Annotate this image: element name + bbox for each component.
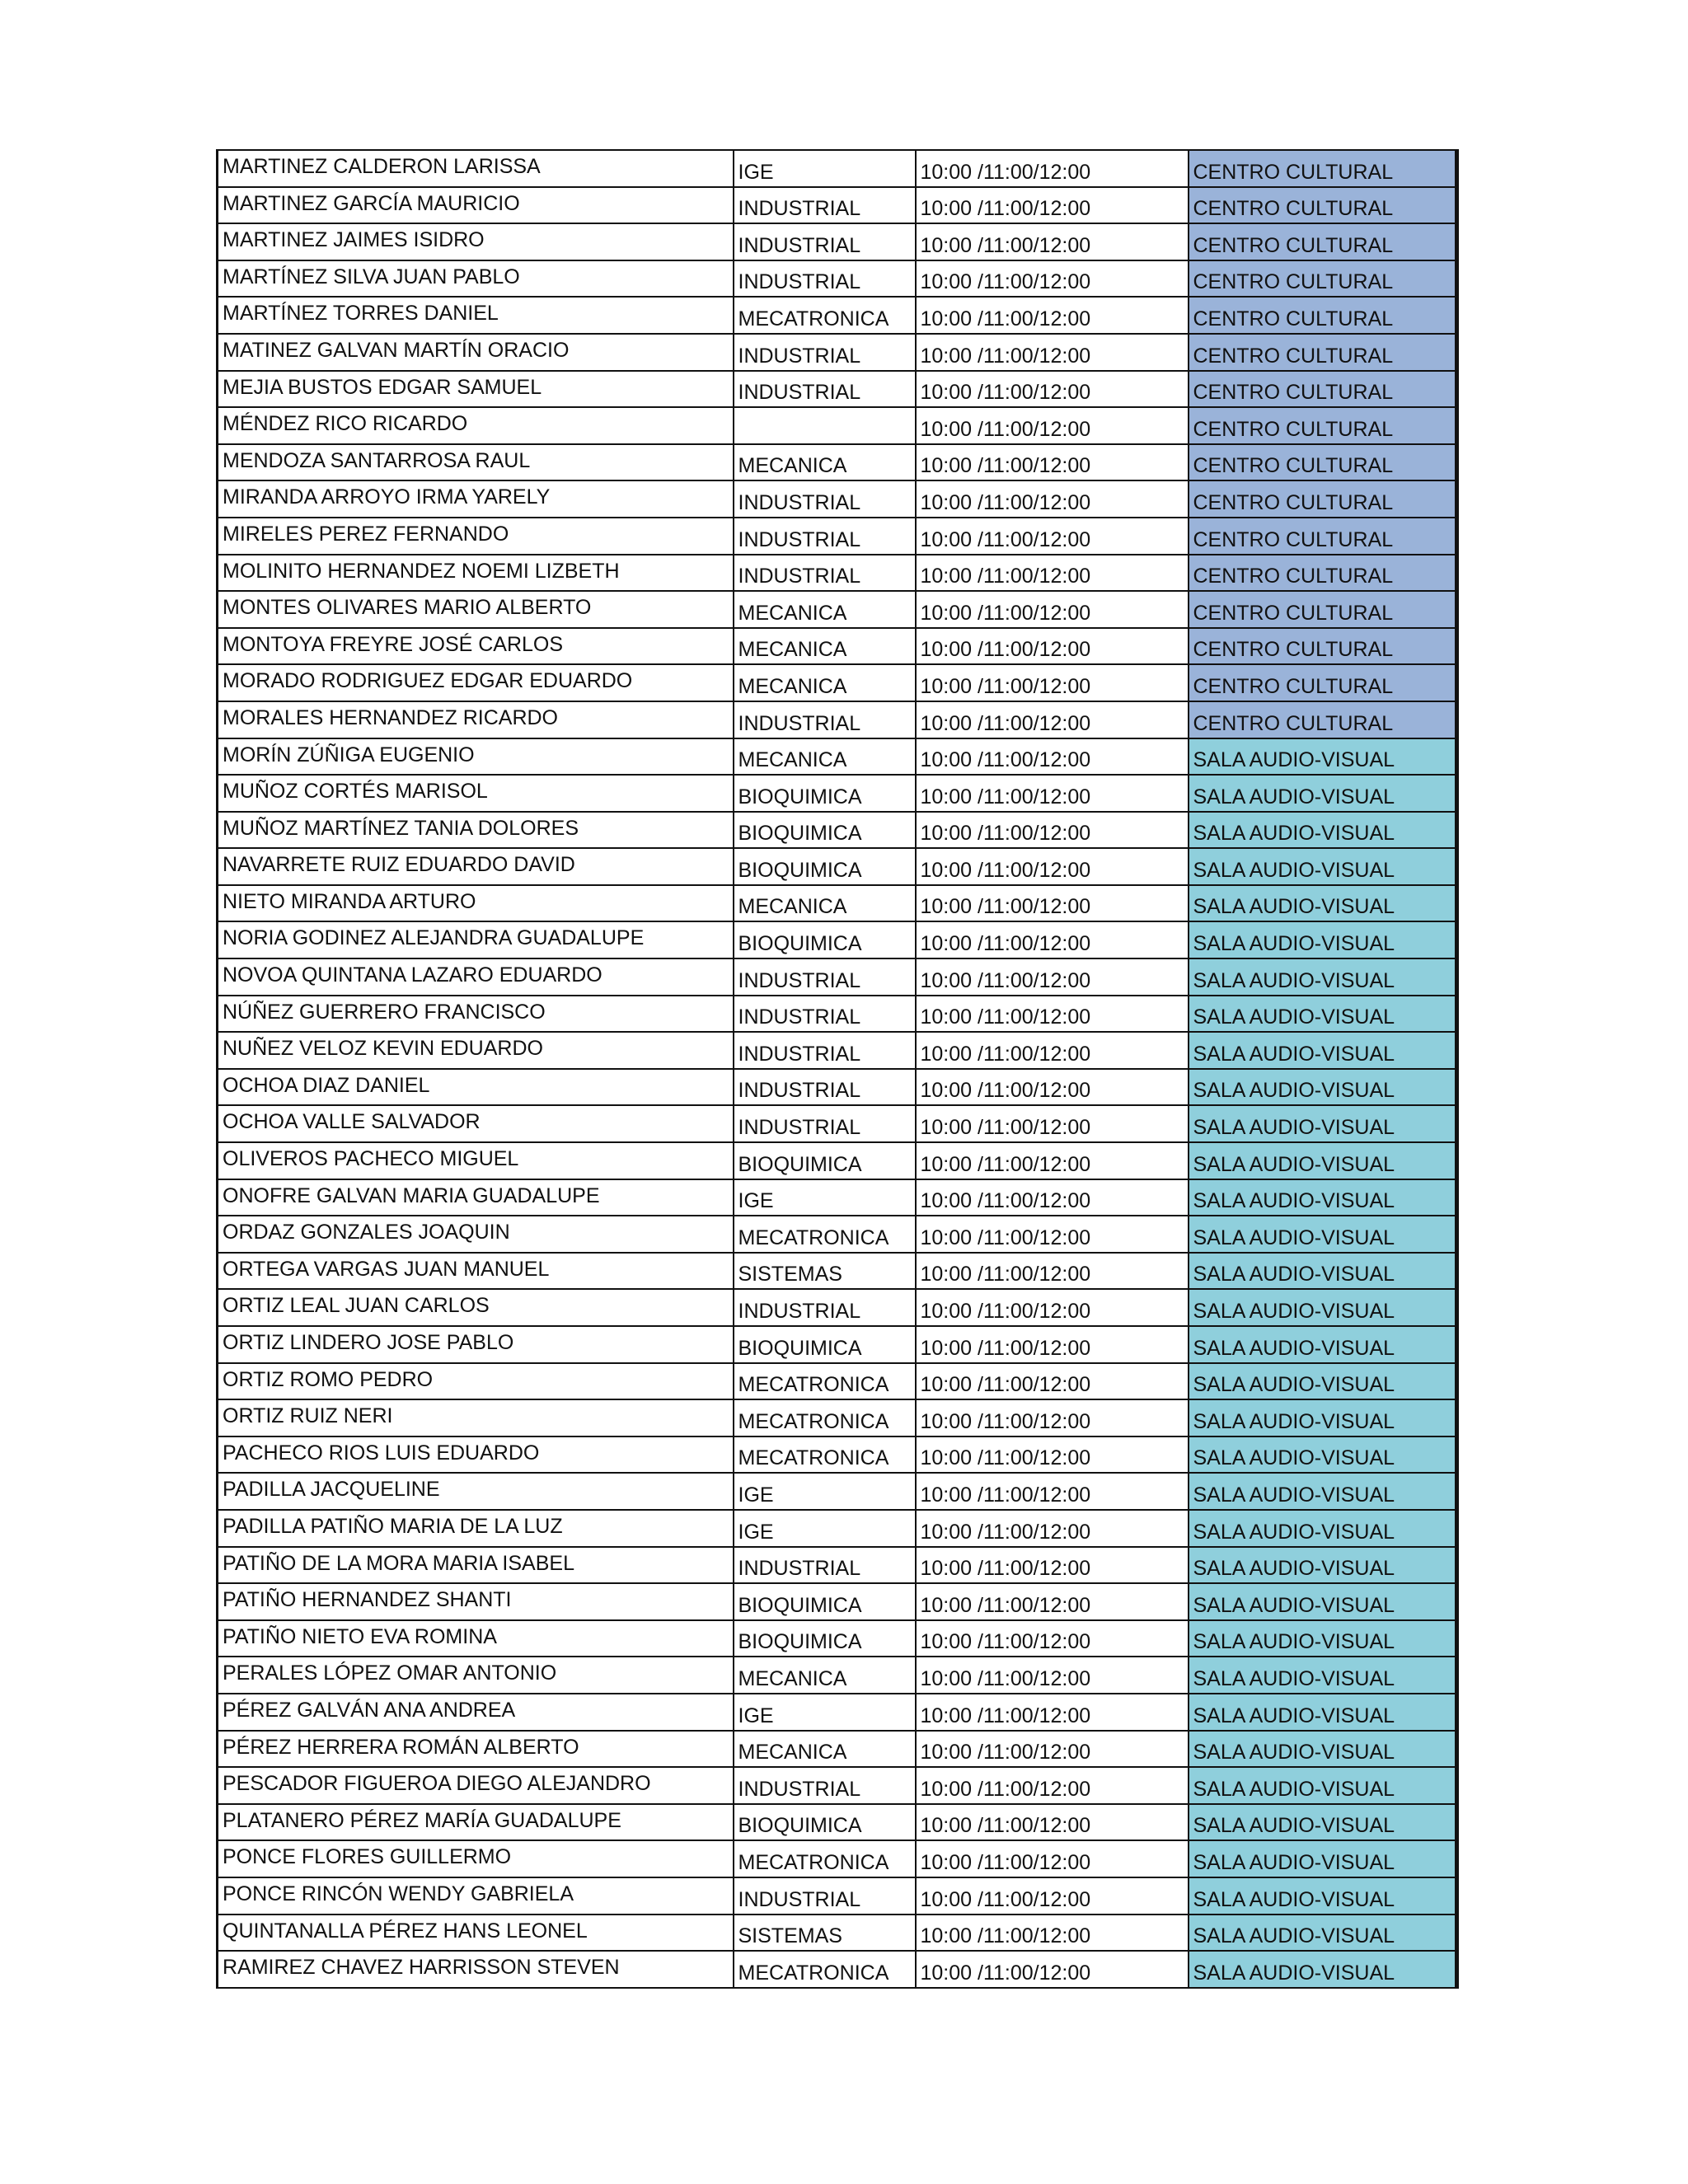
table-row — [218, 1915, 1457, 1952]
table-row — [218, 738, 1457, 776]
student-name-cell: OCHOA VALLE SALVADOR — [218, 1105, 734, 1142]
time-cell: 10:00 /11:00/12:00 — [916, 1142, 1189, 1179]
time-cell: 10:00 /11:00/12:00 — [916, 921, 1189, 958]
time-cell: 10:00 /11:00/12:00 — [916, 1510, 1189, 1547]
student-name-cell: MEJIA BUSTOS EDGAR SAMUEL — [218, 371, 734, 408]
student-name-cell: QUINTANALLA PÉREZ HANS LEONEL — [218, 1915, 734, 1952]
career-cell: MECANICA — [734, 1657, 916, 1694]
time-cell: 10:00 /11:00/12:00 — [916, 1253, 1189, 1290]
career-cell: MECATRONICA — [734, 1951, 916, 1988]
time-cell: 10:00 /11:00/12:00 — [916, 1179, 1189, 1216]
table-row — [218, 1399, 1457, 1436]
table-row — [218, 1179, 1457, 1216]
venue-cell: CENTRO CULTURAL — [1189, 591, 1457, 628]
career-cell: INDUSTRIAL — [734, 1289, 916, 1326]
time-cell: 10:00 /11:00/12:00 — [916, 518, 1189, 555]
table-row — [218, 1694, 1457, 1731]
venue-cell: SALA AUDIO-VISUAL — [1189, 848, 1457, 885]
student-name-cell: PATIÑO NIETO EVA ROMINA — [218, 1620, 734, 1657]
table-row — [218, 334, 1457, 371]
table-row — [218, 775, 1457, 812]
career-cell: INDUSTRIAL — [734, 260, 916, 298]
venue-cell: SALA AUDIO-VISUAL — [1189, 1142, 1457, 1179]
table-row — [218, 885, 1457, 922]
career-cell: BIOQUIMICA — [734, 1804, 916, 1841]
student-name-cell: PLATANERO PÉREZ MARÍA GUADALUPE — [218, 1804, 734, 1841]
table-row — [218, 1105, 1457, 1142]
student-name-cell: MORADO RODRIGUEZ EDGAR EDUARDO — [218, 664, 734, 701]
time-cell: 10:00 /11:00/12:00 — [916, 1840, 1189, 1877]
career-cell: INDUSTRIAL — [734, 518, 916, 555]
time-cell: 10:00 /11:00/12:00 — [916, 260, 1189, 298]
venue-cell: CENTRO CULTURAL — [1189, 297, 1457, 334]
student-name-cell: PATIÑO HERNANDEZ SHANTI — [218, 1583, 734, 1620]
venue-cell: CENTRO CULTURAL — [1189, 407, 1457, 444]
career-cell: IGE — [734, 1510, 916, 1547]
time-cell: 10:00 /11:00/12:00 — [916, 738, 1189, 776]
career-cell: IGE — [734, 1473, 916, 1510]
student-name-cell: OLIVEROS PACHECO MIGUEL — [218, 1142, 734, 1179]
venue-cell: CENTRO CULTURAL — [1189, 701, 1457, 738]
venue-cell: SALA AUDIO-VISUAL — [1189, 1694, 1457, 1731]
venue-cell: SALA AUDIO-VISUAL — [1189, 996, 1457, 1033]
venue-cell: CENTRO CULTURAL — [1189, 518, 1457, 555]
time-cell: 10:00 /11:00/12:00 — [916, 848, 1189, 885]
career-cell: BIOQUIMICA — [734, 775, 916, 812]
time-cell: 10:00 /11:00/12:00 — [916, 812, 1189, 849]
schedule-table — [216, 149, 1459, 1989]
career-cell: MECANICA — [734, 664, 916, 701]
time-cell: 10:00 /11:00/12:00 — [916, 371, 1189, 408]
table-row — [218, 1767, 1457, 1804]
time-cell: 10:00 /11:00/12:00 — [916, 1105, 1189, 1142]
student-name-cell: MATINEZ GALVAN MARTÍN ORACIO — [218, 334, 734, 371]
time-cell: 10:00 /11:00/12:00 — [916, 407, 1189, 444]
time-cell: 10:00 /11:00/12:00 — [916, 1951, 1189, 1988]
venue-cell: SALA AUDIO-VISUAL — [1189, 885, 1457, 922]
student-name-cell: MONTES OLIVARES MARIO ALBERTO — [218, 591, 734, 628]
table-row — [218, 297, 1457, 334]
student-name-cell: NAVARRETE RUIZ EDUARDO DAVID — [218, 848, 734, 885]
career-cell: BIOQUIMICA — [734, 1620, 916, 1657]
table-row — [218, 555, 1457, 592]
venue-cell: SALA AUDIO-VISUAL — [1189, 812, 1457, 849]
time-cell: 10:00 /11:00/12:00 — [916, 1326, 1189, 1363]
table-row — [218, 1657, 1457, 1694]
table-row — [218, 1731, 1457, 1768]
career-cell: IGE — [734, 1179, 916, 1216]
career-cell: SISTEMAS — [734, 1253, 916, 1290]
student-name-cell: OCHOA DIAZ DANIEL — [218, 1069, 734, 1106]
student-name-cell: MÉNDEZ RICO RICARDO — [218, 407, 734, 444]
table-row — [218, 1583, 1457, 1620]
table-row — [218, 812, 1457, 849]
venue-cell: SALA AUDIO-VISUAL — [1189, 1915, 1457, 1952]
time-cell: 10:00 /11:00/12:00 — [916, 1216, 1189, 1253]
venue-cell: SALA AUDIO-VISUAL — [1189, 1363, 1457, 1400]
student-name-cell: PESCADOR FIGUEROA DIEGO ALEJANDRO — [218, 1767, 734, 1804]
venue-cell: SALA AUDIO-VISUAL — [1189, 1105, 1457, 1142]
time-cell: 10:00 /11:00/12:00 — [916, 1399, 1189, 1436]
student-name-cell: ORTIZ RUIZ NERI — [218, 1399, 734, 1436]
venue-cell: SALA AUDIO-VISUAL — [1189, 1583, 1457, 1620]
venue-cell: SALA AUDIO-VISUAL — [1189, 1767, 1457, 1804]
career-cell: MECANICA — [734, 1731, 916, 1768]
student-name-cell: PONCE FLORES GUILLERMO — [218, 1840, 734, 1877]
venue-cell: SALA AUDIO-VISUAL — [1189, 1657, 1457, 1694]
career-cell: MECATRONICA — [734, 1399, 916, 1436]
venue-cell: SALA AUDIO-VISUAL — [1189, 1804, 1457, 1841]
time-cell: 10:00 /11:00/12:00 — [916, 1473, 1189, 1510]
venue-cell: SALA AUDIO-VISUAL — [1189, 775, 1457, 812]
career-cell: BIOQUIMICA — [734, 921, 916, 958]
career-cell: MECATRONICA — [734, 297, 916, 334]
venue-cell: SALA AUDIO-VISUAL — [1189, 1032, 1457, 1069]
table-row — [218, 1620, 1457, 1657]
venue-cell: CENTRO CULTURAL — [1189, 187, 1457, 224]
table-row — [218, 1032, 1457, 1069]
table-row — [218, 150, 1457, 187]
career-cell: MECATRONICA — [734, 1840, 916, 1877]
career-cell: INDUSTRIAL — [734, 555, 916, 592]
student-name-cell: NOVOA QUINTANA LAZARO EDUARDO — [218, 958, 734, 996]
time-cell: 10:00 /11:00/12:00 — [916, 664, 1189, 701]
student-name-cell: PATIÑO DE LA MORA MARIA ISABEL — [218, 1547, 734, 1584]
time-cell: 10:00 /11:00/12:00 — [916, 1547, 1189, 1584]
time-cell: 10:00 /11:00/12:00 — [916, 444, 1189, 481]
career-cell: INDUSTRIAL — [734, 701, 916, 738]
career-cell: INDUSTRIAL — [734, 480, 916, 518]
time-cell: 10:00 /11:00/12:00 — [916, 150, 1189, 187]
time-cell: 10:00 /11:00/12:00 — [916, 1657, 1189, 1694]
venue-cell: CENTRO CULTURAL — [1189, 260, 1457, 298]
time-cell: 10:00 /11:00/12:00 — [916, 1289, 1189, 1326]
career-cell: MECATRONICA — [734, 1436, 916, 1474]
time-cell: 10:00 /11:00/12:00 — [916, 297, 1189, 334]
table-row — [218, 1363, 1457, 1400]
venue-cell: SALA AUDIO-VISUAL — [1189, 1840, 1457, 1877]
student-name-cell: PADILLA JACQUELINE — [218, 1473, 734, 1510]
time-cell: 10:00 /11:00/12:00 — [916, 1620, 1189, 1657]
table-row — [218, 1253, 1457, 1290]
career-cell: INDUSTRIAL — [734, 1767, 916, 1804]
venue-cell: SALA AUDIO-VISUAL — [1189, 1547, 1457, 1584]
time-cell: 10:00 /11:00/12:00 — [916, 591, 1189, 628]
time-cell: 10:00 /11:00/12:00 — [916, 223, 1189, 260]
venue-cell: SALA AUDIO-VISUAL — [1189, 1436, 1457, 1474]
time-cell: 10:00 /11:00/12:00 — [916, 996, 1189, 1033]
table-row — [218, 480, 1457, 518]
table-row — [218, 223, 1457, 260]
time-cell: 10:00 /11:00/12:00 — [916, 1032, 1189, 1069]
student-name-cell: ORTIZ LEAL JUAN CARLOS — [218, 1289, 734, 1326]
table-row — [218, 371, 1457, 408]
table-row — [218, 958, 1457, 996]
table-row — [218, 628, 1457, 665]
venue-cell: SALA AUDIO-VISUAL — [1189, 1253, 1457, 1290]
time-cell: 10:00 /11:00/12:00 — [916, 958, 1189, 996]
table-row — [218, 444, 1457, 481]
career-cell: MECANICA — [734, 591, 916, 628]
venue-cell: SALA AUDIO-VISUAL — [1189, 1951, 1457, 1988]
time-cell: 10:00 /11:00/12:00 — [916, 480, 1189, 518]
time-cell: 10:00 /11:00/12:00 — [916, 701, 1189, 738]
career-cell: MECANICA — [734, 628, 916, 665]
career-cell: MECATRONICA — [734, 1216, 916, 1253]
student-name-cell: MARTINEZ JAIMES ISIDRO — [218, 223, 734, 260]
career-cell: INDUSTRIAL — [734, 1877, 916, 1915]
venue-cell: SALA AUDIO-VISUAL — [1189, 958, 1457, 996]
career-cell: BIOQUIMICA — [734, 1583, 916, 1620]
career-cell: INDUSTRIAL — [734, 996, 916, 1033]
career-cell: INDUSTRIAL — [734, 371, 916, 408]
table-row — [218, 1547, 1457, 1584]
career-cell: IGE — [734, 150, 916, 187]
career-cell — [734, 407, 916, 444]
table-row — [218, 1804, 1457, 1841]
career-cell: INDUSTRIAL — [734, 1069, 916, 1106]
venue-cell: SALA AUDIO-VISUAL — [1189, 921, 1457, 958]
student-name-cell: MORALES HERNANDEZ RICARDO — [218, 701, 734, 738]
venue-cell: SALA AUDIO-VISUAL — [1189, 738, 1457, 776]
venue-cell: CENTRO CULTURAL — [1189, 334, 1457, 371]
time-cell: 10:00 /11:00/12:00 — [916, 1731, 1189, 1768]
table-row — [218, 1473, 1457, 1510]
venue-cell: CENTRO CULTURAL — [1189, 628, 1457, 665]
student-name-cell: MARTINEZ CALDERON LARISSA — [218, 150, 734, 187]
table-row — [218, 1951, 1457, 1988]
student-name-cell: MONTOYA FREYRE JOSÉ CARLOS — [218, 628, 734, 665]
table-row — [218, 1142, 1457, 1179]
student-name-cell: PONCE RINCÓN WENDY GABRIELA — [218, 1877, 734, 1915]
student-name-cell: MOLINITO HERNANDEZ NOEMI LIZBETH — [218, 555, 734, 592]
table-row — [218, 1436, 1457, 1474]
venue-cell: SALA AUDIO-VISUAL — [1189, 1326, 1457, 1363]
table-row — [218, 848, 1457, 885]
student-name-cell: MIRANDA ARROYO IRMA YARELY — [218, 480, 734, 518]
student-name-cell: MUÑOZ CORTÉS MARISOL — [218, 775, 734, 812]
table-row — [218, 518, 1457, 555]
student-name-cell: NUÑEZ VELOZ KEVIN EDUARDO — [218, 1032, 734, 1069]
student-name-cell: PÉREZ GALVÁN ANA ANDREA — [218, 1694, 734, 1731]
venue-cell: SALA AUDIO-VISUAL — [1189, 1399, 1457, 1436]
student-name-cell: MIRELES PEREZ FERNANDO — [218, 518, 734, 555]
time-cell: 10:00 /11:00/12:00 — [916, 1363, 1189, 1400]
career-cell: BIOQUIMICA — [734, 1142, 916, 1179]
venue-cell: SALA AUDIO-VISUAL — [1189, 1069, 1457, 1106]
student-name-cell: MARTÍNEZ SILVA JUAN PABLO — [218, 260, 734, 298]
time-cell: 10:00 /11:00/12:00 — [916, 885, 1189, 922]
student-name-cell: MARTÍNEZ TORRES DANIEL — [218, 297, 734, 334]
student-name-cell: ORTEGA VARGAS JUAN MANUEL — [218, 1253, 734, 1290]
table-row — [218, 187, 1457, 224]
student-name-cell: PACHECO RIOS LUIS EDUARDO — [218, 1436, 734, 1474]
student-name-cell: ONOFRE GALVAN MARIA GUADALUPE — [218, 1179, 734, 1216]
career-cell: INDUSTRIAL — [734, 187, 916, 224]
table-row — [218, 1289, 1457, 1326]
venue-cell: CENTRO CULTURAL — [1189, 444, 1457, 481]
table-row — [218, 1877, 1457, 1915]
venue-cell: CENTRO CULTURAL — [1189, 150, 1457, 187]
student-name-cell: NORIA GODINEZ ALEJANDRA GUADALUPE — [218, 921, 734, 958]
career-cell: INDUSTRIAL — [734, 1547, 916, 1584]
table-row — [218, 591, 1457, 628]
time-cell: 10:00 /11:00/12:00 — [916, 334, 1189, 371]
student-name-cell: PADILLA PATIÑO MARIA DE LA LUZ — [218, 1510, 734, 1547]
career-cell: INDUSTRIAL — [734, 223, 916, 260]
time-cell: 10:00 /11:00/12:00 — [916, 1804, 1189, 1841]
career-cell: MECANICA — [734, 444, 916, 481]
career-cell: INDUSTRIAL — [734, 1032, 916, 1069]
student-name-cell: ORDAZ GONZALES JOAQUIN — [218, 1216, 734, 1253]
venue-cell: SALA AUDIO-VISUAL — [1189, 1510, 1457, 1547]
venue-cell: CENTRO CULTURAL — [1189, 555, 1457, 592]
venue-cell: SALA AUDIO-VISUAL — [1189, 1620, 1457, 1657]
table-row — [218, 664, 1457, 701]
venue-cell: SALA AUDIO-VISUAL — [1189, 1179, 1457, 1216]
time-cell: 10:00 /11:00/12:00 — [916, 1436, 1189, 1474]
venue-cell: SALA AUDIO-VISUAL — [1189, 1731, 1457, 1768]
student-name-cell: PÉREZ HERRERA ROMÁN ALBERTO — [218, 1731, 734, 1768]
student-name-cell: NIETO MIRANDA ARTURO — [218, 885, 734, 922]
table-row — [218, 1510, 1457, 1547]
career-cell: MECATRONICA — [734, 1363, 916, 1400]
student-name-cell: NÚÑEZ GUERRERO FRANCISCO — [218, 996, 734, 1033]
table-row — [218, 1216, 1457, 1253]
student-name-cell: MORÍN ZÚÑIGA EUGENIO — [218, 738, 734, 776]
career-cell: SISTEMAS — [734, 1915, 916, 1952]
venue-cell: CENTRO CULTURAL — [1189, 223, 1457, 260]
venue-cell: CENTRO CULTURAL — [1189, 664, 1457, 701]
time-cell: 10:00 /11:00/12:00 — [916, 1767, 1189, 1804]
time-cell: 10:00 /11:00/12:00 — [916, 775, 1189, 812]
career-cell: INDUSTRIAL — [734, 958, 916, 996]
career-cell: INDUSTRIAL — [734, 334, 916, 371]
table-row — [218, 1840, 1457, 1877]
career-cell: MECANICA — [734, 885, 916, 922]
student-name-cell: RAMIREZ CHAVEZ HARRISSON STEVEN — [218, 1951, 734, 1988]
time-cell: 10:00 /11:00/12:00 — [916, 187, 1189, 224]
table-row — [218, 996, 1457, 1033]
career-cell: IGE — [734, 1694, 916, 1731]
venue-cell: SALA AUDIO-VISUAL — [1189, 1473, 1457, 1510]
table-row — [218, 1326, 1457, 1363]
venue-cell: SALA AUDIO-VISUAL — [1189, 1877, 1457, 1915]
table-row — [218, 921, 1457, 958]
career-cell: INDUSTRIAL — [734, 1105, 916, 1142]
table-row — [218, 260, 1457, 298]
table-row — [218, 701, 1457, 738]
student-name-cell: ORTIZ LINDERO JOSE PABLO — [218, 1326, 734, 1363]
time-cell: 10:00 /11:00/12:00 — [916, 1069, 1189, 1106]
career-cell: BIOQUIMICA — [734, 812, 916, 849]
student-name-cell: ORTIZ ROMO PEDRO — [218, 1363, 734, 1400]
career-cell: BIOQUIMICA — [734, 1326, 916, 1363]
student-name-cell: MARTINEZ GARCÍA MAURICIO — [218, 187, 734, 224]
career-cell: BIOQUIMICA — [734, 848, 916, 885]
venue-cell: CENTRO CULTURAL — [1189, 371, 1457, 408]
venue-cell: SALA AUDIO-VISUAL — [1189, 1289, 1457, 1326]
student-name-cell: PERALES LÓPEZ OMAR ANTONIO — [218, 1657, 734, 1694]
table-row — [218, 1069, 1457, 1106]
student-name-cell: MUÑOZ MARTÍNEZ TANIA DOLORES — [218, 812, 734, 849]
time-cell: 10:00 /11:00/12:00 — [916, 1694, 1189, 1731]
time-cell: 10:00 /11:00/12:00 — [916, 1583, 1189, 1620]
table-row — [218, 407, 1457, 444]
career-cell: MECANICA — [734, 738, 916, 776]
time-cell: 10:00 /11:00/12:00 — [916, 555, 1189, 592]
schedule-table-body — [218, 150, 1457, 1988]
venue-cell: SALA AUDIO-VISUAL — [1189, 1216, 1457, 1253]
time-cell: 10:00 /11:00/12:00 — [916, 1915, 1189, 1952]
time-cell: 10:00 /11:00/12:00 — [916, 628, 1189, 665]
venue-cell: CENTRO CULTURAL — [1189, 480, 1457, 518]
time-cell: 10:00 /11:00/12:00 — [916, 1877, 1189, 1915]
student-name-cell: MENDOZA SANTARROSA RAUL — [218, 444, 734, 481]
